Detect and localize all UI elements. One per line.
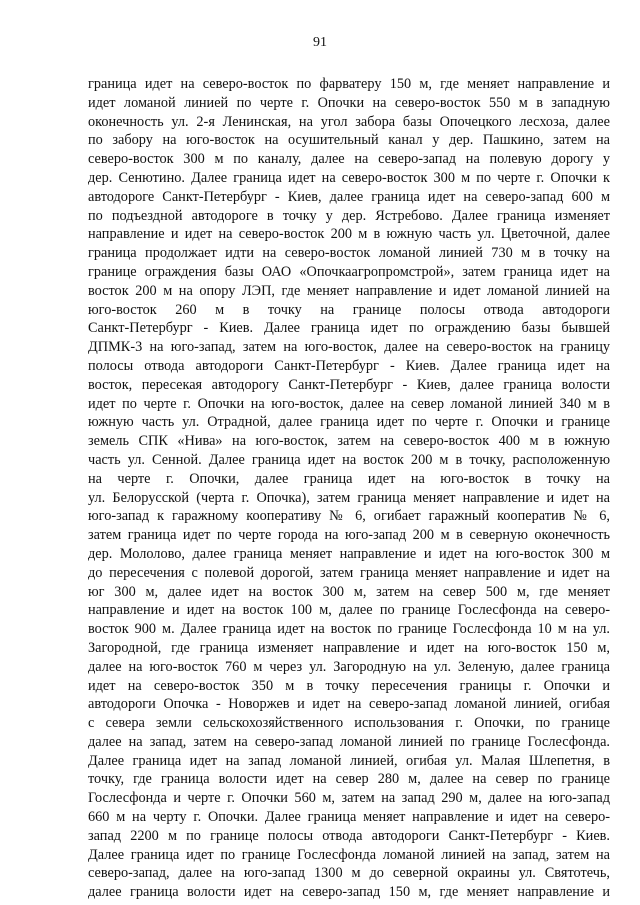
text-line: северо-восток 300 м по каналу, далее на северо-запад на полевую дорогу у bbox=[88, 151, 610, 168]
text-line: северо-запад, далее на юго-запад 1300 м до северной окраины ул. Святотечь, bbox=[88, 865, 610, 882]
text-line: ул. Белорусской (черта г. Опочка), затем граница меняет направление и идет на bbox=[88, 489, 610, 506]
text-line: идет на северо-восток 350 м в точку пересечения границы г. Опочки и bbox=[88, 677, 610, 694]
text-line: далее на юго-восток 760 м через ул. Загородную на ул. Зеленую, далее граница bbox=[88, 658, 610, 675]
text-line: 660 м на черту г. Опочки. Далее граница меняет направление и идет на северо- bbox=[88, 809, 610, 826]
text-line: автодороги Опочка - Новоржев и идет на северо-запад ломаной линией, огибая bbox=[88, 696, 610, 713]
text-line: дер. Мололово, далее граница меняет направление и идет на юго-восток 300 м bbox=[88, 545, 610, 562]
text-line: с севера земли сельскохозяйственного использования г. Опочки, по границе bbox=[88, 715, 610, 732]
text-line: на черте г. Опочки, далее граница идет на юго-восток в точку на bbox=[88, 470, 610, 487]
text-line: идет ломаной линией по черте г. Опочки на северо-восток 550 м в западную bbox=[88, 94, 610, 111]
text-line: точку, где граница волости идет на север 280 м, далее на север по границе bbox=[88, 771, 610, 788]
text-line: по подъездной автодороге в точку у дер. Ястребово. Далее граница изменяет bbox=[88, 207, 610, 224]
text-line: юго-восток 260 м в точку на границе полосы отвода автодороги bbox=[88, 301, 610, 318]
text-line: Гослесфонда и черте г. Опочки 560 м, затем на запад 290 м, далее на юго-запад bbox=[88, 790, 610, 807]
text-line: граница продолжает идти на северо-восток ломаной линией 730 м в точку на bbox=[88, 245, 610, 262]
text-line: до пересечения с полевой дорогой, затем граница меняет направление и идет на bbox=[88, 564, 610, 581]
text-line: по забору на юго-восток на осушительный канал у дер. Пашкино, затем на bbox=[88, 132, 610, 149]
text-line: юг 300 м, далее идет на восток 300 м, затем на север 500 м, где меняет bbox=[88, 583, 610, 600]
text-line: ДПМК-3 на юго-запад, затем на юго-восток, далее на северо-восток на границу bbox=[88, 339, 610, 356]
text-line: границе ограждения базы ОАО «Опочкаагропромстрой», затем граница идет на bbox=[88, 263, 610, 280]
text-line: часть ул. Сенной. Далее граница идет на восток 200 м в точку, расположенную bbox=[88, 451, 610, 468]
text-line: Загородной, где граница изменяет направление и идет на юго-восток 150 м, bbox=[88, 639, 610, 656]
text-line: далее на запад, затем на северо-запад ломаной линией по границе Гослесфонда. bbox=[88, 733, 610, 750]
text-line: затем граница идет по черте города на юго-запад 200 м в северную оконечность bbox=[88, 527, 610, 544]
body-text bbox=[88, 75, 610, 902]
text-line: оконечность ул. 2-я Ленинская, на угол забора базы Опочецкого лесхоза, далее bbox=[88, 113, 610, 130]
text-line: полосы отвода автодороги Санкт-Петербург - Киев. Далее граница идет на bbox=[88, 357, 610, 374]
text-line: юго-запад к гаражному кооперативу № 6, огибает гаражный кооператив № 6, bbox=[88, 508, 610, 525]
text-line: Далее граница идет по границе Гослесфонда ломаной линией на запад, затем на bbox=[88, 846, 610, 863]
text-line: Санкт-Петербург - Киев. Далее граница идет по ограждению базы бывшей bbox=[88, 320, 610, 337]
text-line: направление и идет на северо-восток 200 м в южную часть ул. Цветочной, далее bbox=[88, 226, 610, 243]
text-line: идет по черте г. Опочки на юго-восток, далее на север ломаной линией 340 м в bbox=[88, 395, 610, 412]
text-line: автодороге Санкт-Петербург - Киев, далее граница идет на северо-запад 600 м bbox=[88, 188, 610, 205]
text-line: восток, пересекая автодорогу Санкт-Петербург - Киев, далее граница волости bbox=[88, 376, 610, 393]
text-line: граница идет на северо-восток по фарватеру 150 м, где меняет направление и bbox=[88, 76, 610, 92]
text-line: восток 200 м на опору ЛЭП, где меняет направление и идет ломаной линией на bbox=[88, 282, 610, 299]
text-line: далее граница волости идет на северо-запад 150 м, где меняет направление и bbox=[88, 884, 610, 901]
text-line: запад 2200 м по границе полосы отвода автодороги Санкт-Петербург - Киев. bbox=[88, 827, 610, 844]
page-number: 91 bbox=[313, 35, 327, 50]
text-line: дер. Сенютино. Далее граница идет на северо-восток 300 м по черте г. Опочки к bbox=[88, 169, 610, 186]
text-line: земель СПК «Нива» на юго-восток, затем на северо-восток 400 м в южную bbox=[88, 433, 610, 450]
text-line: направление и идет на восток 100 м, далее по границе Гослесфонда на северо- bbox=[88, 602, 610, 619]
text-line: восток 900 м. Далее граница идет на восток по границе Гослесфонда 10 м на ул. bbox=[88, 621, 610, 638]
text-line: южную часть ул. Отрадной, далее граница идет по черте г. Опочки и границе bbox=[88, 414, 610, 431]
text-line: Далее граница идет на запад ломаной линией, огибая ул. Малая Шлепетня, в bbox=[88, 752, 610, 769]
